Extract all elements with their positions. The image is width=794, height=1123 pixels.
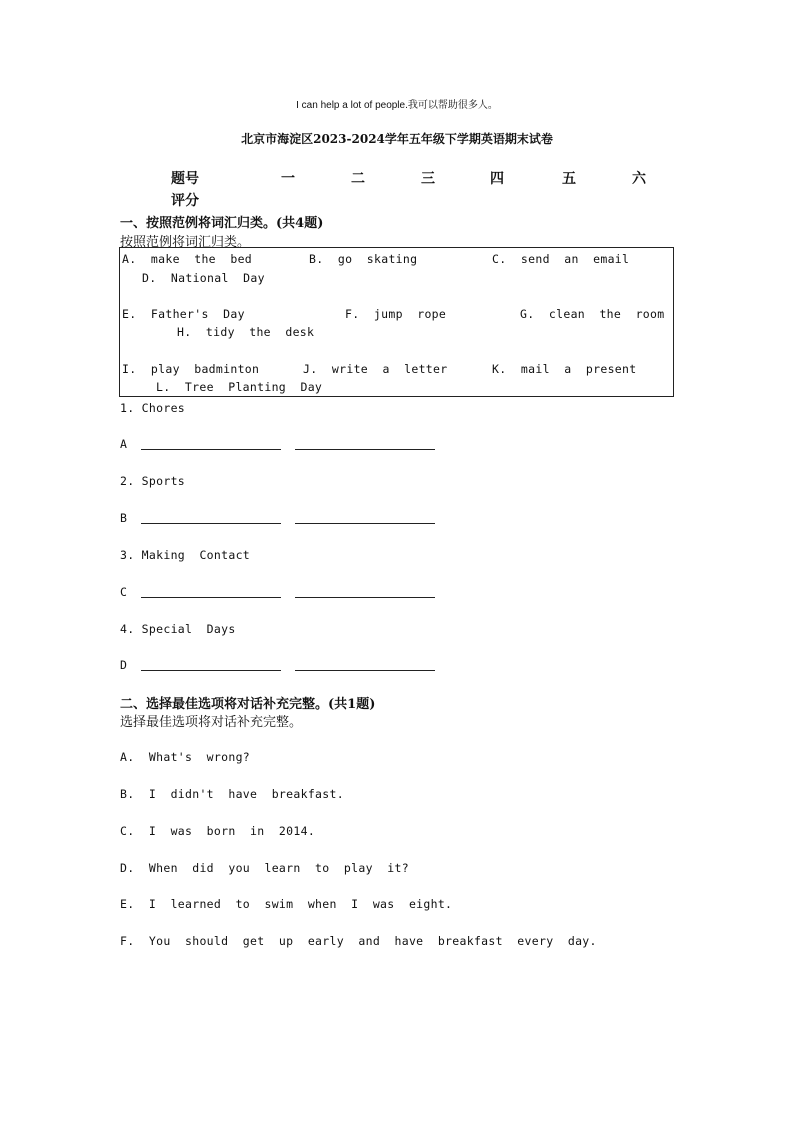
score-table-col-5: 五	[562, 171, 576, 187]
header-note: I can help a lot of people.我可以帮助很多人。	[296, 100, 498, 111]
exam-title: 北京市海淀区2023-2024学年五年级下学期英语期末试卷	[241, 132, 553, 146]
word-f: F. jump rope	[345, 307, 447, 321]
answer-blank-1b[interactable]	[295, 449, 435, 450]
section1-instruction: 按照范例将词汇归类。	[120, 235, 251, 250]
category-letter-4: D	[120, 658, 128, 672]
dialog-option-f: F. You should get up early and have breakfast every day.	[120, 934, 597, 948]
answer-blank-4b[interactable]	[295, 670, 435, 671]
category-label-2: 2. Sports	[120, 474, 186, 488]
word-g: G. clean the room	[520, 307, 665, 321]
word-b: B. go skating	[309, 252, 418, 266]
score-table-col-4: 四	[490, 171, 504, 187]
category-letter-2: B	[120, 511, 128, 525]
score-table-header-label: 题号	[171, 171, 199, 187]
score-table-col-6: 六	[632, 171, 646, 187]
word-i: I. play badminton	[122, 362, 260, 376]
word-h: H. tidy the desk	[177, 325, 315, 339]
word-a: A. make the bed	[122, 252, 253, 266]
answer-blank-2a[interactable]	[141, 523, 281, 524]
category-letter-3: C	[120, 585, 128, 599]
word-k: K. mail a present	[492, 362, 637, 376]
dialog-option-b: B. I didn't have breakfast.	[120, 787, 344, 801]
word-e: E. Father's Day	[122, 307, 245, 321]
section1-title: 一、按照范例将词汇归类。(共4题)	[120, 216, 324, 231]
word-l: L. Tree Planting Day	[156, 380, 323, 394]
category-letter-1: A	[120, 437, 128, 451]
answer-blank-3b[interactable]	[295, 597, 435, 598]
score-table-score-label: 评分	[171, 193, 199, 209]
answer-blank-4a[interactable]	[141, 670, 281, 671]
category-label-4: 4. Special Days	[120, 622, 236, 636]
dialog-option-c: C. I was born in 2014.	[120, 824, 316, 838]
word-bank-box	[119, 247, 674, 397]
answer-blank-1a[interactable]	[141, 449, 281, 450]
word-c: C. send an email	[492, 252, 630, 266]
word-d: D. National Day	[142, 271, 265, 285]
answer-blank-2b[interactable]	[295, 523, 435, 524]
section2-title: 二、选择最佳选项将对话补充完整。(共1题)	[120, 697, 376, 712]
dialog-option-e: E. I learned to swim when I was eight.	[120, 897, 453, 911]
dialog-option-a: A. What's wrong?	[120, 750, 251, 764]
score-table-col-2: 二	[351, 171, 365, 187]
dialog-option-d: D. When did you learn to play it?	[120, 861, 409, 875]
score-table-col-3: 三	[421, 171, 435, 187]
word-j: J. write a letter	[303, 362, 448, 376]
category-label-1: 1. Chores	[120, 401, 186, 415]
answer-blank-3a[interactable]	[141, 597, 281, 598]
category-label-3: 3. Making Contact	[120, 548, 251, 562]
section2-instruction: 选择最佳选项将对话补充完整。	[120, 715, 303, 730]
score-table-col-1: 一	[281, 171, 295, 187]
